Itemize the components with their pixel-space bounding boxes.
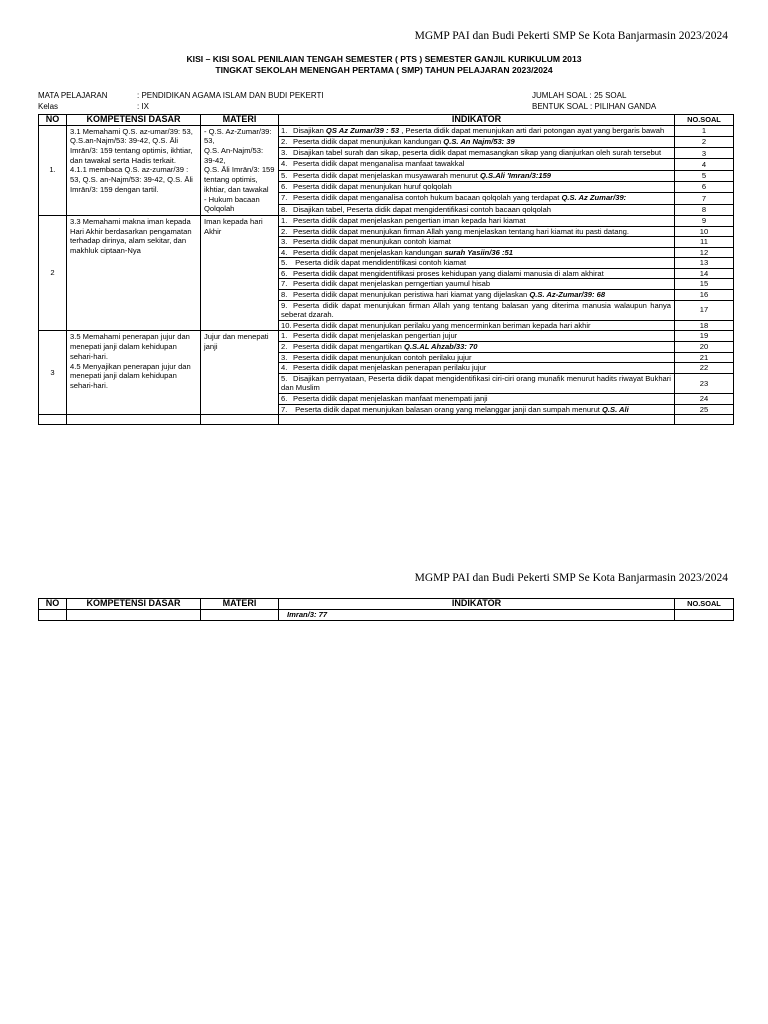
indikator-cell [279,204,675,215]
indikator-text-tail: , Peserta didik dapat menunjukan arti dari potongan ayat yang bergaris bawah [399,125,665,135]
indikator-cell [279,182,675,193]
col-kompetensi-dasar: KOMPETENSI DASAR [67,599,201,610]
indikator-text: Peserta didik dapat menganalisa manfaat tawakkal [293,159,465,169]
indikator-text: Peserta didik dapat menjelaskan perngertian yaumul hisab [293,279,491,289]
table-row [39,215,734,226]
indikator-number: 6. [281,268,288,278]
col-kompetensi-dasar: KOMPETENSI DASAR [67,115,201,126]
no-soal-cell: 13 [675,258,734,269]
indikator-cell [279,247,675,258]
indikator-number: 4. [281,159,288,169]
indikator-cell [279,193,675,204]
indikator-number: 5. [281,258,288,268]
indikator-number: 7. [281,279,288,289]
running-header: MGMP PAI dan Budi Pekerti SMP Se Kota Banjarmasin 2023/2024 [414,30,728,42]
indikator-text: Peserta didik dapat menunjukan peristiwa hari kiamat yang dijelaskan [293,290,530,300]
col-no: NO [39,599,67,610]
kompetensi-dasar-cell: 3.5 Memahami penerapan jujur dan menepati janji dalam kehidupan sehari-hari. 4.5 Menyajikan penerapan jujur dan menepati janji dalam kehidupan sehari-hari. [67,331,201,415]
indikator-cell [279,237,675,248]
quran-reference: QS Az Zumar/39 : 53 [325,125,400,135]
col-materi: MATERI [201,599,279,610]
indikator-number: 6. [281,182,288,191]
indikator-cell [279,363,675,374]
document-title-line1: KISI – KISI SOAL PENILAIAN TENGAH SEMESTER ( PTS ) SEMESTER GANJIL KURIKULUM 2013 [186,54,582,64]
no-soal-cell: 11 [675,237,734,248]
no-soal-cell: 2 [675,136,734,147]
col-no-soal: NO.SOAL [675,599,734,610]
col-indikator: INDIKATOR [279,115,675,126]
no-soal-cell: 23 [675,373,734,393]
no-soal-cell: 8 [675,204,734,215]
indikator-text: Peserta didik dapat menjelaskan penerapan perilaku jujur [293,363,487,373]
indikator-text: Peserta didik dapat menganalisa contoh hukum bacaan qolqolah yang terdapat [293,193,562,203]
no-soal-cell: 15 [675,279,734,290]
indikator-number: 3. [281,237,288,247]
indikator-cell [279,290,675,301]
indikator-number: 6. [281,394,288,404]
kisi-kisi-table [38,114,734,425]
indikator-cell [279,394,675,405]
indikator-number: 2. [281,342,288,352]
indikator-text: Peserta didik dapat menunjukan firman Allah yang menjelaskan tentang hari kiamat itu pasti datang. [293,226,630,236]
materi-cell: Iman kepada hari Akhir [201,215,279,331]
indikator-cell [279,404,675,415]
indikator-cell [279,331,675,342]
indikator-cell [279,268,675,279]
indikator-text: Peserta didik dapat menunjukan contoh perilaku jujur [293,352,472,362]
no-soal-cell: 24 [675,394,734,405]
indikator-number: 1. [281,215,288,225]
indikator-number: 3. [281,352,288,362]
indikator-number: 7. [281,193,288,203]
materi-cell: Jujur dan menepati janji [201,331,279,415]
indikator-text: Peserta didik dapat mengartikan [293,342,405,352]
indikator-number: 3. [281,148,288,158]
indikator-text: Peserta didik dapat menunjukan huruf qolqolah [293,182,452,191]
materi-cell: - Q.S. Az-Zumar/39: 53, Q.S. An-Najm/53: 39-42, Q.S. Āli Imrān/3: 159 tentang optimis, ikhtiar, dan tawakal - Hukum bacaan Qolqolah [201,125,279,215]
indikator-number: 5. [281,170,288,180]
indikator-number: 7. [281,404,288,414]
indikator-cell [279,373,675,393]
indikator-text: Peserta didik dapat menunjukan perilaku yang mencerminkan beriman kepada hari akhir [293,320,591,330]
no-soal-cell: 22 [675,363,734,374]
indikator-cell [279,136,675,147]
quran-reference: Q.S. Ali [602,404,629,414]
kompetensi-dasar-cell: 3.1 Memahami Q.S. az-umar/39: 53, Q.S.an-Najm/53: 39-42, Q.S. Āli Imrān/3: 159 tentang optimis, ikhtiar, dan tawakal serta Hadis terkait. 4.1.1 membaca Q.S. az-zumar/39 : 53, Q.S. an-Najm/53: 39-42, Q.S. Āli Imrān/3: 159 dengan tartil. [67,125,201,215]
group-number: 2 [39,215,67,331]
mapel-label: MATA PELAJARAN [38,91,108,100]
indikator-text: Peserta didik dapat menjelaskan pengertian jujur [293,331,458,341]
no-soal-cell: 7 [675,193,734,204]
indikator-cell [279,320,675,331]
group-number: 3 [39,331,67,415]
kisi-kisi-table-continued [38,598,734,621]
indikator-text: Peserta didik dapat menjelaskan pengertian iman kepada hari kiamat [293,215,526,225]
indikator-cell [279,148,675,159]
no-soal-cell: 1 [675,125,734,136]
table-row [39,609,734,620]
group-number: 1. [39,125,67,215]
indikator-text: Peserta didik dapat menunjukan balasan orang yang melanggar janji dan sumpah menurut [293,404,603,414]
indikator-number: 8. [281,290,288,300]
no-soal-cell: 12 [675,247,734,258]
no-soal-cell: 16 [675,290,734,301]
indikator-number: 1. [281,125,288,135]
indikator-number: 9. [281,300,288,310]
indikator-number: 2. [281,136,288,146]
indikator-text: Peserta didik dapat menjelaskan musyawarah menurut [293,170,480,180]
indikator-number: 4. [281,363,288,373]
no-soal-cell: 3 [675,148,734,159]
indikator-text: Disajikan tabel, Peserta didik dapat mengidentifikasi contoh bacaan qolqolah [293,204,551,214]
table-header-row [39,115,734,126]
indikator-cell [279,125,675,136]
indikator-text: Peserta didik dapat mengidentifikasi proses kehidupan yang dialami manusia di alam akhirat [293,268,604,278]
indikator-text: Disajikan pernyataan, Peserta didik dapat mengidentifikasi ciri-ciri orang munafik menurut hadits riwayat Bukhari dan Muslim [281,373,671,393]
table-row-empty [39,415,734,425]
indikator-number: 10. [281,320,292,330]
quran-reference: Q.S. Az Zumar/39: [561,193,627,203]
no-soal-cell: 5 [675,170,734,181]
quran-reference: Q.S. Az-Zumar/39: 68 [529,290,606,300]
no-soal-cell: 4 [675,159,734,170]
col-no-soal: NO.SOAL [675,115,734,126]
mapel-value: : PENDIDIKAN AGAMA ISLAM DAN BUDI PEKERTI [137,91,324,100]
kompetensi-dasar-cell: 3.3 Memahami makna iman kepada Hari Akhir berdasarkan pengamatan terhadap dirinya, alam sekitar, dan makhluk ciptaan-Nya [67,215,201,331]
indikator-cell [279,159,675,170]
indikator-cell [279,300,675,320]
indikator-text: Peserta didik dapat menjelaskan manfaat menempati janji [293,394,488,404]
indikator-cell [279,279,675,290]
kelas-label: Kelas [38,102,59,111]
indikator-text: Disajikan tabel surah dan sikap, peserta didik dapat memasangkan sikap yang dianjurkan oleh surah tersebut [293,148,662,158]
col-no: NO [39,115,67,126]
col-materi: MATERI [201,115,279,126]
indikator-text: Peserta didik dapat menjelaskan kandungan [293,247,445,257]
no-soal-cell: 20 [675,342,734,353]
bentuk-soal: BENTUK SOAL : PILIHAN GANDA [532,102,657,111]
quran-reference: surah Yasiin/36 :51 [444,247,513,257]
no-soal-cell: 10 [675,226,734,237]
indikator-number: 1. [281,331,288,341]
indikator-cell [279,258,675,269]
continuation-text: Imran/3: 77 [279,609,675,620]
indikator-number: 2. [281,226,288,236]
running-header-page2: MGMP PAI dan Budi Pekerti SMP Se Kota Banjarmasin 2023/2024 [414,572,728,584]
indikator-cell [279,215,675,226]
document-title-line2: TINGKAT SEKOLAH MENENGAH PERTAMA ( SMP) TAHUN PELAJARAN 2023/2024 [215,64,553,75]
indikator-text: Peserta didik dapat menunjukan contoh kiamat [293,237,451,247]
no-soal-cell: 17 [675,300,734,320]
col-indikator: INDIKATOR [279,599,675,610]
indikator-text: Peserta didik dapat menunjukan firman Allah yang tentang balasan yang diterima manusia walaupun hanya seberat dzarah. [281,300,671,320]
quran-reference: Q.S.AL Ahzab/33: 70 [404,342,478,352]
no-soal-cell: 14 [675,268,734,279]
kelas-value: : IX [137,102,150,111]
indikator-text: Disajikan [293,125,326,135]
jumlah-soal: JUMLAH SOAL : 25 SOAL [532,91,627,100]
no-soal-cell: 6 [675,182,734,193]
indikator-cell [279,170,675,181]
no-soal-cell: 18 [675,320,734,331]
table-header-row-page2 [39,599,734,610]
indikator-number: 4. [281,247,288,257]
indikator-cell [279,352,675,363]
indikator-cell [279,342,675,353]
no-soal-cell: 25 [675,404,734,415]
quran-reference: Q.S.Ali 'Imran/3:159 [480,170,552,180]
table-row [39,125,734,136]
indikator-text: Peserta didik dapat mendidentifikasi contoh kiamat [293,258,467,268]
indikator-number: 8. [281,204,288,214]
table-row [39,331,734,342]
indikator-number: 5. [281,373,288,383]
no-soal-cell: 9 [675,215,734,226]
quran-reference: Q.S. An Najm/53: 39 [443,136,515,146]
no-soal-cell: 19 [675,331,734,342]
indikator-text: Peserta didik dapat menunjukan kandungan [293,136,444,146]
no-soal-cell: 21 [675,352,734,363]
indikator-cell [279,226,675,237]
